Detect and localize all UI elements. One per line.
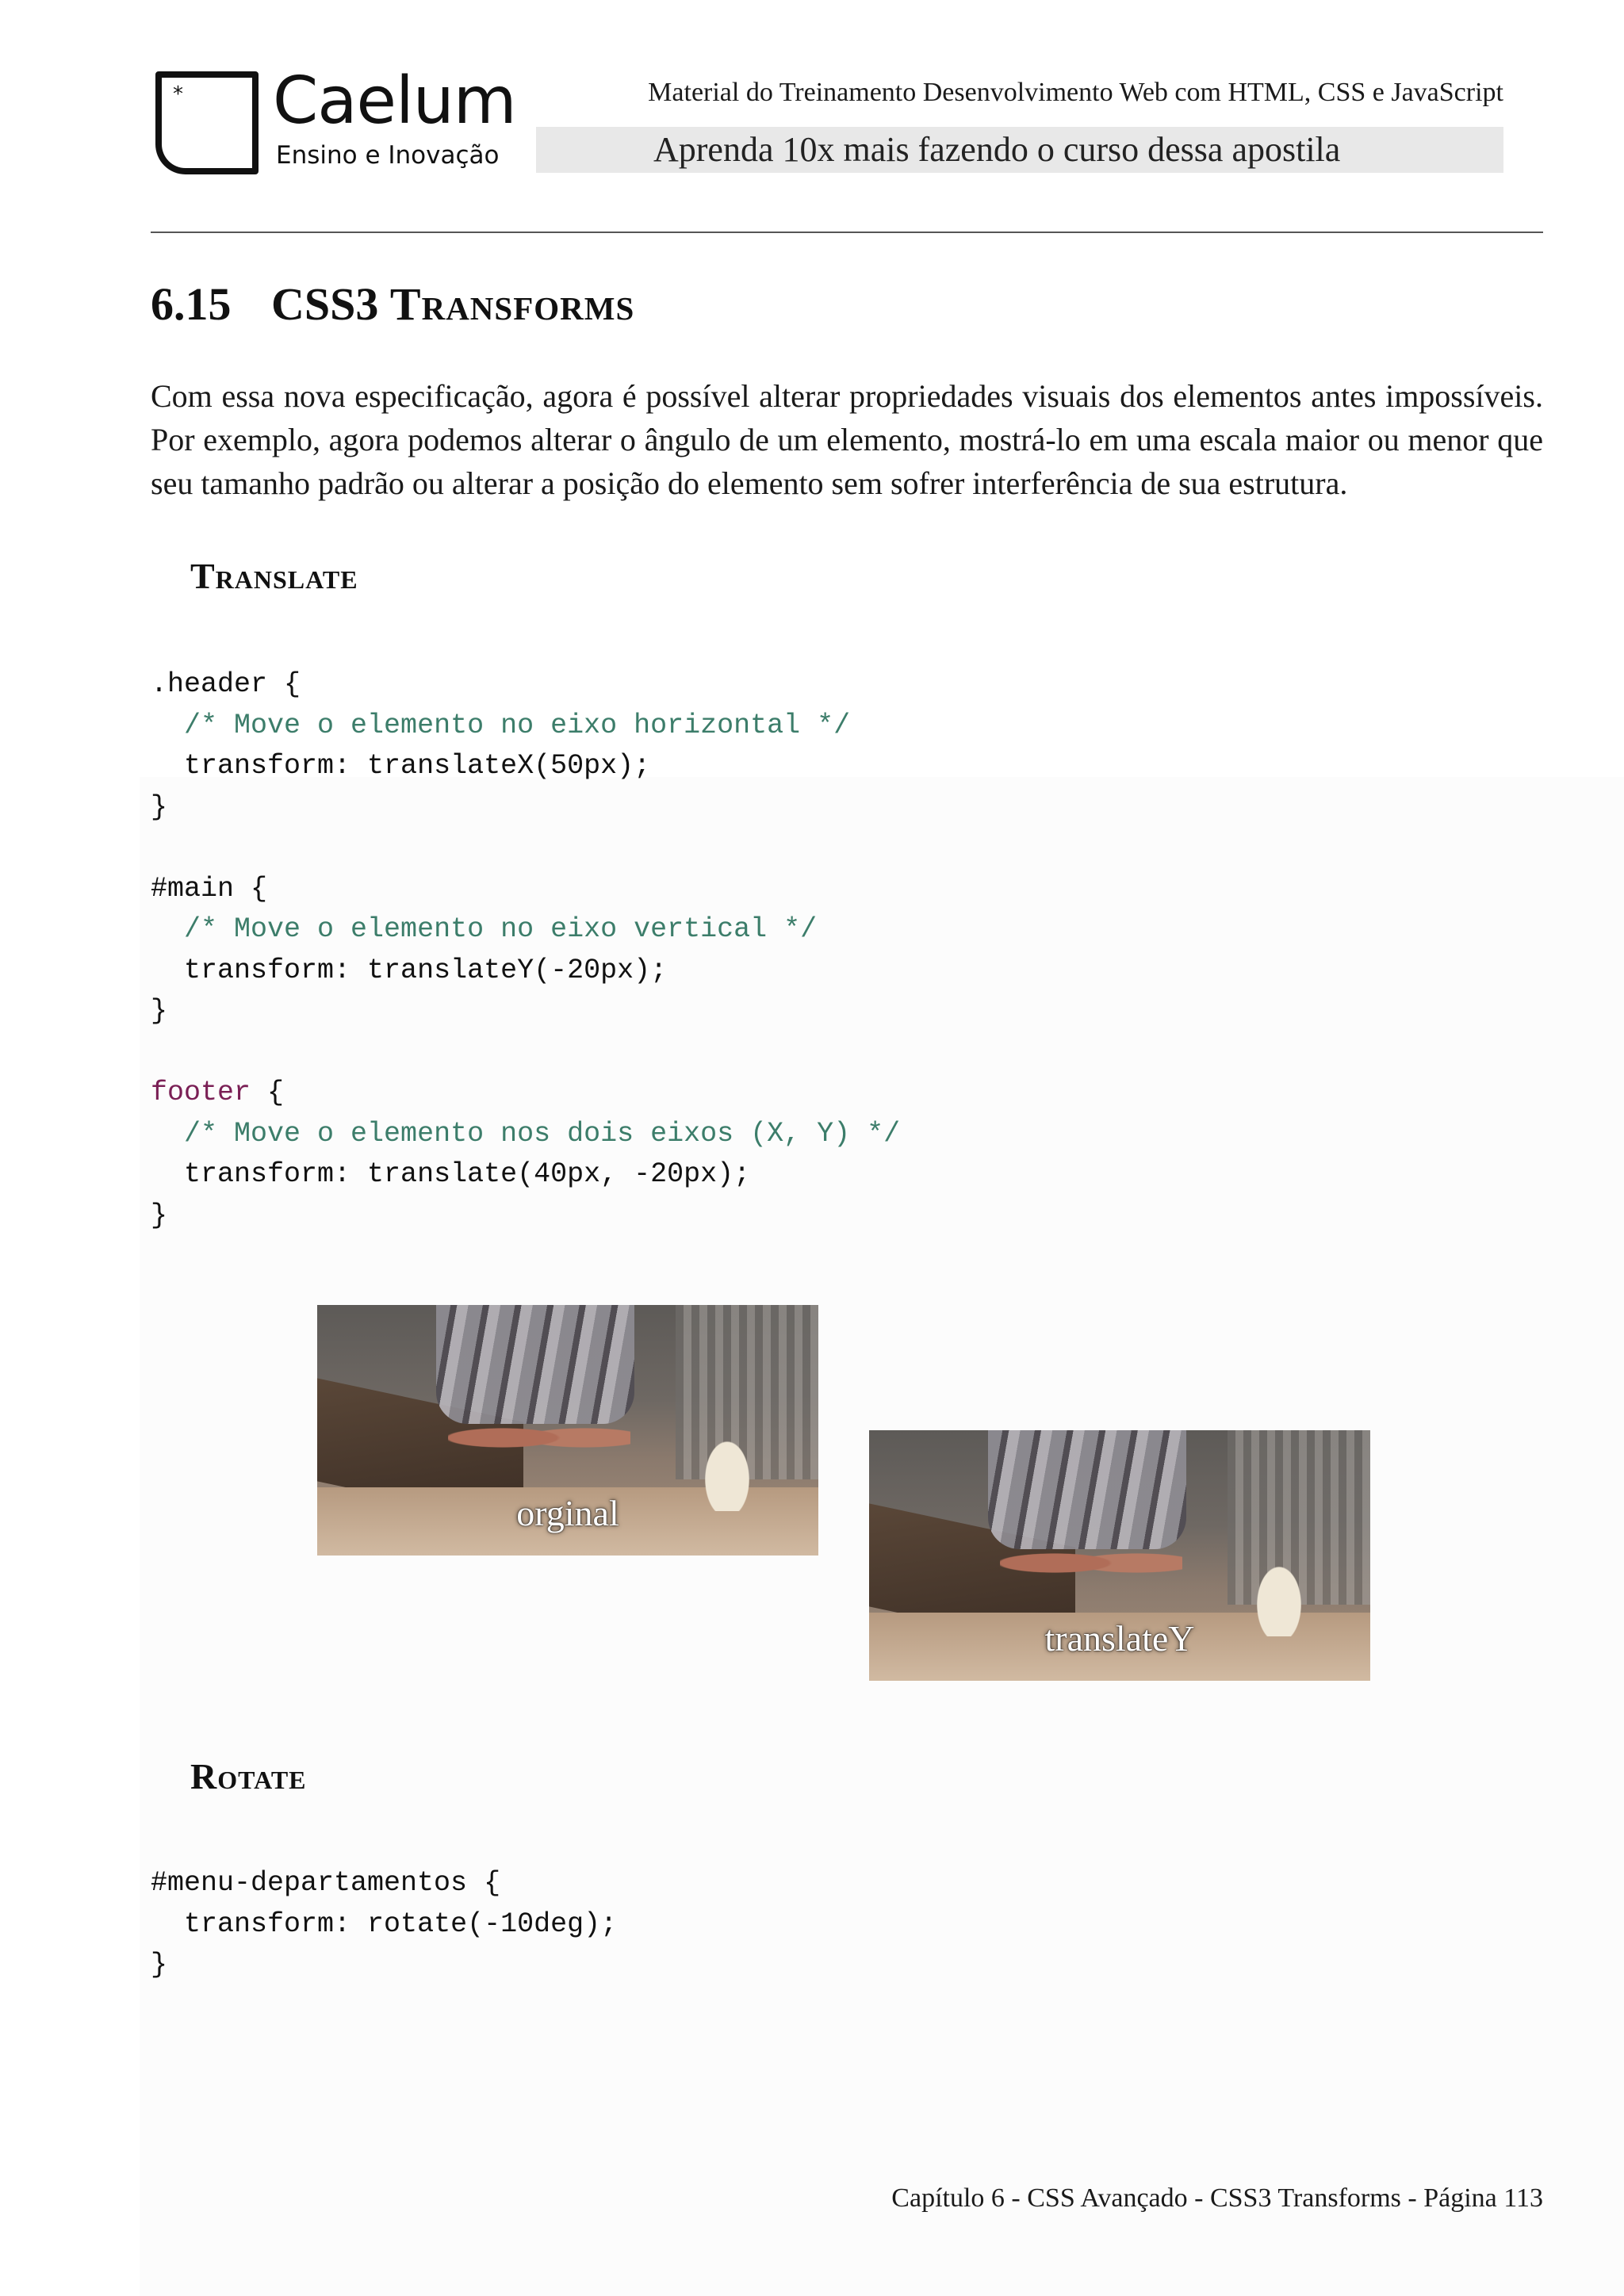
code-declaration: transform: translate(40px, -20px); bbox=[184, 1158, 751, 1190]
code-selector: .header { bbox=[151, 668, 301, 700]
section-title-smallcaps: Transforms bbox=[389, 278, 635, 330]
translatey-image bbox=[869, 1430, 1370, 1681]
header-material-title: Material do Treinamento Desenvolvimento Web com HTML, CSS e JavaScript bbox=[648, 78, 1503, 107]
translate-heading: Translate bbox=[190, 556, 358, 596]
section-title bbox=[151, 277, 634, 331]
code-selector: #menu-departamentos { bbox=[151, 1867, 501, 1899]
code-close: } bbox=[151, 1199, 168, 1231]
code-close: } bbox=[151, 790, 168, 823]
image-caption: translateY bbox=[1044, 1618, 1195, 1659]
section-title-prefix: CSS3 bbox=[271, 278, 390, 330]
header-cta-banner: Aprenda 10x mais fazendo o curso dessa apostila bbox=[536, 127, 1503, 173]
page-footer: Capítulo 6 - CSS Avançado - CSS3 Transforms - Página 113 bbox=[891, 2183, 1543, 2213]
code-close: } bbox=[151, 1949, 168, 1980]
code-comment: /* Move o elemento no eixo vertical */ bbox=[184, 913, 818, 945]
rotate-heading: Rotate bbox=[190, 1756, 307, 1797]
code-selector: #main { bbox=[151, 872, 268, 905]
code-comment: /* Move o elemento nos dois eixos (X, Y) */ bbox=[184, 1117, 901, 1150]
logo-star-icon: * bbox=[173, 82, 183, 106]
intro-paragraph: Com essa nova especificação, agora é possível alterar propriedades visuais dos elementos antes impossíveis. Por exemplo, agora podemos alterar o ângulo de um elemento, mostrá-lo em uma escala maior ou menor que seu tamanho padrão ou alterar a posição do elemento sem sofrer interferência de sua estrutura. bbox=[151, 378, 1543, 501]
image-caption: orginal bbox=[516, 1493, 619, 1533]
original-image bbox=[317, 1305, 818, 1556]
section-number: 6.15 bbox=[151, 278, 232, 330]
rotate-code-block bbox=[151, 1863, 617, 1986]
logo-tagline: Ensino e Inovação bbox=[276, 141, 500, 170]
code-close: } bbox=[151, 995, 168, 1027]
code-declaration: transform: rotate(-10deg); bbox=[184, 1908, 618, 1940]
code-comment: /* Move o elemento no eixo horizontal */ bbox=[184, 709, 851, 741]
code-selector-rest: { bbox=[251, 1077, 285, 1108]
translate-code-block bbox=[151, 664, 900, 1236]
header-divider bbox=[151, 232, 1543, 233]
logo-mark-icon bbox=[155, 71, 259, 174]
code-selector-keyword: footer bbox=[151, 1077, 251, 1108]
caelum-logo bbox=[155, 63, 516, 179]
logo-name: Caelum bbox=[273, 63, 516, 139]
code-declaration: transform: translateX(50px); bbox=[184, 750, 651, 782]
code-declaration: transform: translateY(-20px); bbox=[184, 954, 668, 986]
